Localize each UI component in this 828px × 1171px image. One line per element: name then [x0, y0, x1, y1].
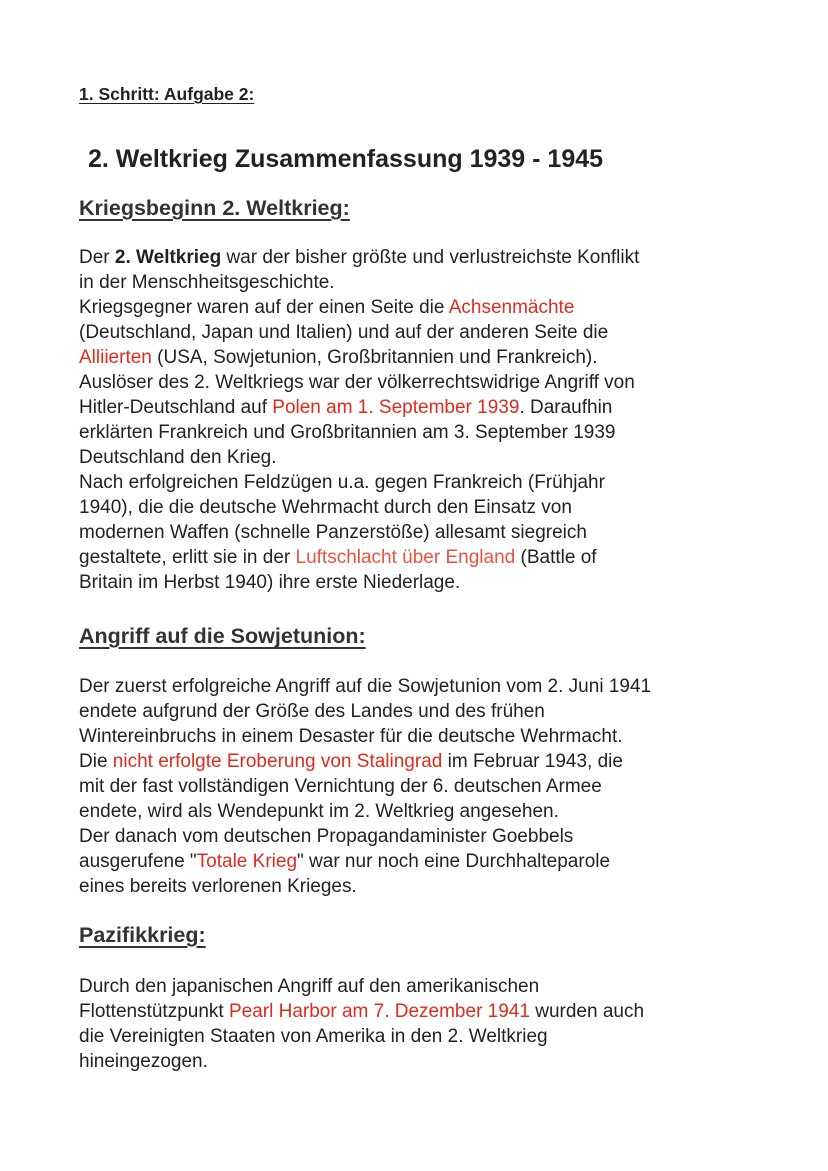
text-line: mit der fast vollständigen Vernichtung der 6. deutschen Armee	[79, 776, 602, 797]
text-line: Hitler-Deutschland auf Polen am 1. September 1939. Daraufhin	[79, 397, 613, 418]
section-body-pazifikkrieg	[79, 974, 779, 1074]
text-line: Deutschland den Krieg.	[79, 447, 277, 468]
text-line: Der 2. Weltkrieg war der bisher größte und verlustreichste Konflikt	[79, 247, 640, 268]
text-line: Der danach vom deutschen Propagandaminister Goebbels	[79, 826, 574, 847]
text-line: endete aufgrund der Größe des Landes und des frühen	[79, 701, 545, 722]
text-line: 1940), die die deutsche Wehrmacht durch den Einsatz von	[79, 497, 572, 518]
text-line: Flottenstützpunkt Pearl Harbor am 7. Dezember 1941 wurden auch	[79, 1001, 645, 1022]
step-label: 1. Schritt: Aufgabe 2:	[79, 84, 255, 104]
highlight-achsenmaechte: Achsenmächte	[448, 297, 575, 318]
text-line: Britain im Herbst 1940) ihre erste Niederlage.	[79, 572, 461, 593]
text-line: endete, wird als Wendepunkt im 2. Weltkrieg angesehen.	[79, 801, 559, 822]
section-heading-kriegsbeginn: Kriegsbeginn 2. Weltkrieg:	[79, 196, 350, 220]
text-line: erklärten Frankreich und Großbritannien am 3. September 1939	[79, 422, 616, 443]
page-title: 2. Weltkrieg Zusammenfassung 1939 - 1945	[88, 145, 604, 173]
text-line: Der zuerst erfolgreiche Angriff auf die Sowjetunion vom 2. Juni 1941	[79, 676, 652, 697]
text-line: eines bereits verlorenen Krieges.	[79, 876, 357, 897]
section-body-sowjetunion	[79, 674, 779, 899]
text-line: (Deutschland, Japan und Italien) und auf der anderen Seite die	[79, 322, 609, 343]
text-line: Durch den japanischen Angriff auf den amerikanischen	[79, 976, 540, 997]
highlight-luftschlacht: Luftschlacht über England	[295, 547, 516, 568]
text-line: in der Menschheitsgeschichte.	[79, 272, 335, 293]
text-line: Auslöser des 2. Weltkriegs war der völkerrechtswidrige Angriff von	[79, 372, 635, 393]
text-line: modernen Waffen (schnelle Panzerstöße) allesamt siegreich	[79, 522, 587, 543]
text-line: Wintereinbruchs in einem Desaster für die deutsche Wehrmacht.	[79, 726, 623, 747]
highlight-alliierte: Alliierten	[79, 347, 152, 368]
text-line: Alliierten (USA, Sowjetunion, Großbritannien und Frankreich).	[79, 347, 598, 368]
highlight-stalingrad: nicht erfolgte Eroberung von Stalingrad	[112, 751, 443, 772]
text-line: hineingezogen.	[79, 1051, 208, 1072]
section-heading-sowjetunion: Angriff auf die Sowjetunion:	[79, 624, 366, 648]
emphasis: 2. Weltkrieg	[114, 247, 222, 268]
text-line: ausgerufene "Totale Krieg" war nur noch eine Durchhalteparole	[79, 851, 611, 872]
text-line: die Vereinigten Staaten von Amerika in den 2. Weltkrieg	[79, 1026, 548, 1047]
highlight-polen: Polen am 1. September 1939	[272, 397, 520, 418]
highlight-totale-krieg: Totale Krieg	[196, 851, 298, 872]
text-line: gestaltete, erlitt sie in der Luftschlacht über England (Battle of	[79, 547, 597, 568]
section-heading-pazifikkrieg: Pazifikkrieg:	[79, 923, 206, 947]
text-line: Die nicht erfolgte Eroberung von Stalingrad im Februar 1943, die	[79, 751, 623, 772]
section-body-kriegsbeginn	[79, 245, 779, 595]
highlight-pearl-harbor: Pearl Harbor am 7. Dezember 1941	[228, 1001, 530, 1022]
text-line: Kriegsgegner waren auf der einen Seite die Achsenmächte	[79, 297, 575, 318]
text-line: Nach erfolgreichen Feldzügen u.a. gegen Frankreich (Frühjahr	[79, 472, 605, 493]
